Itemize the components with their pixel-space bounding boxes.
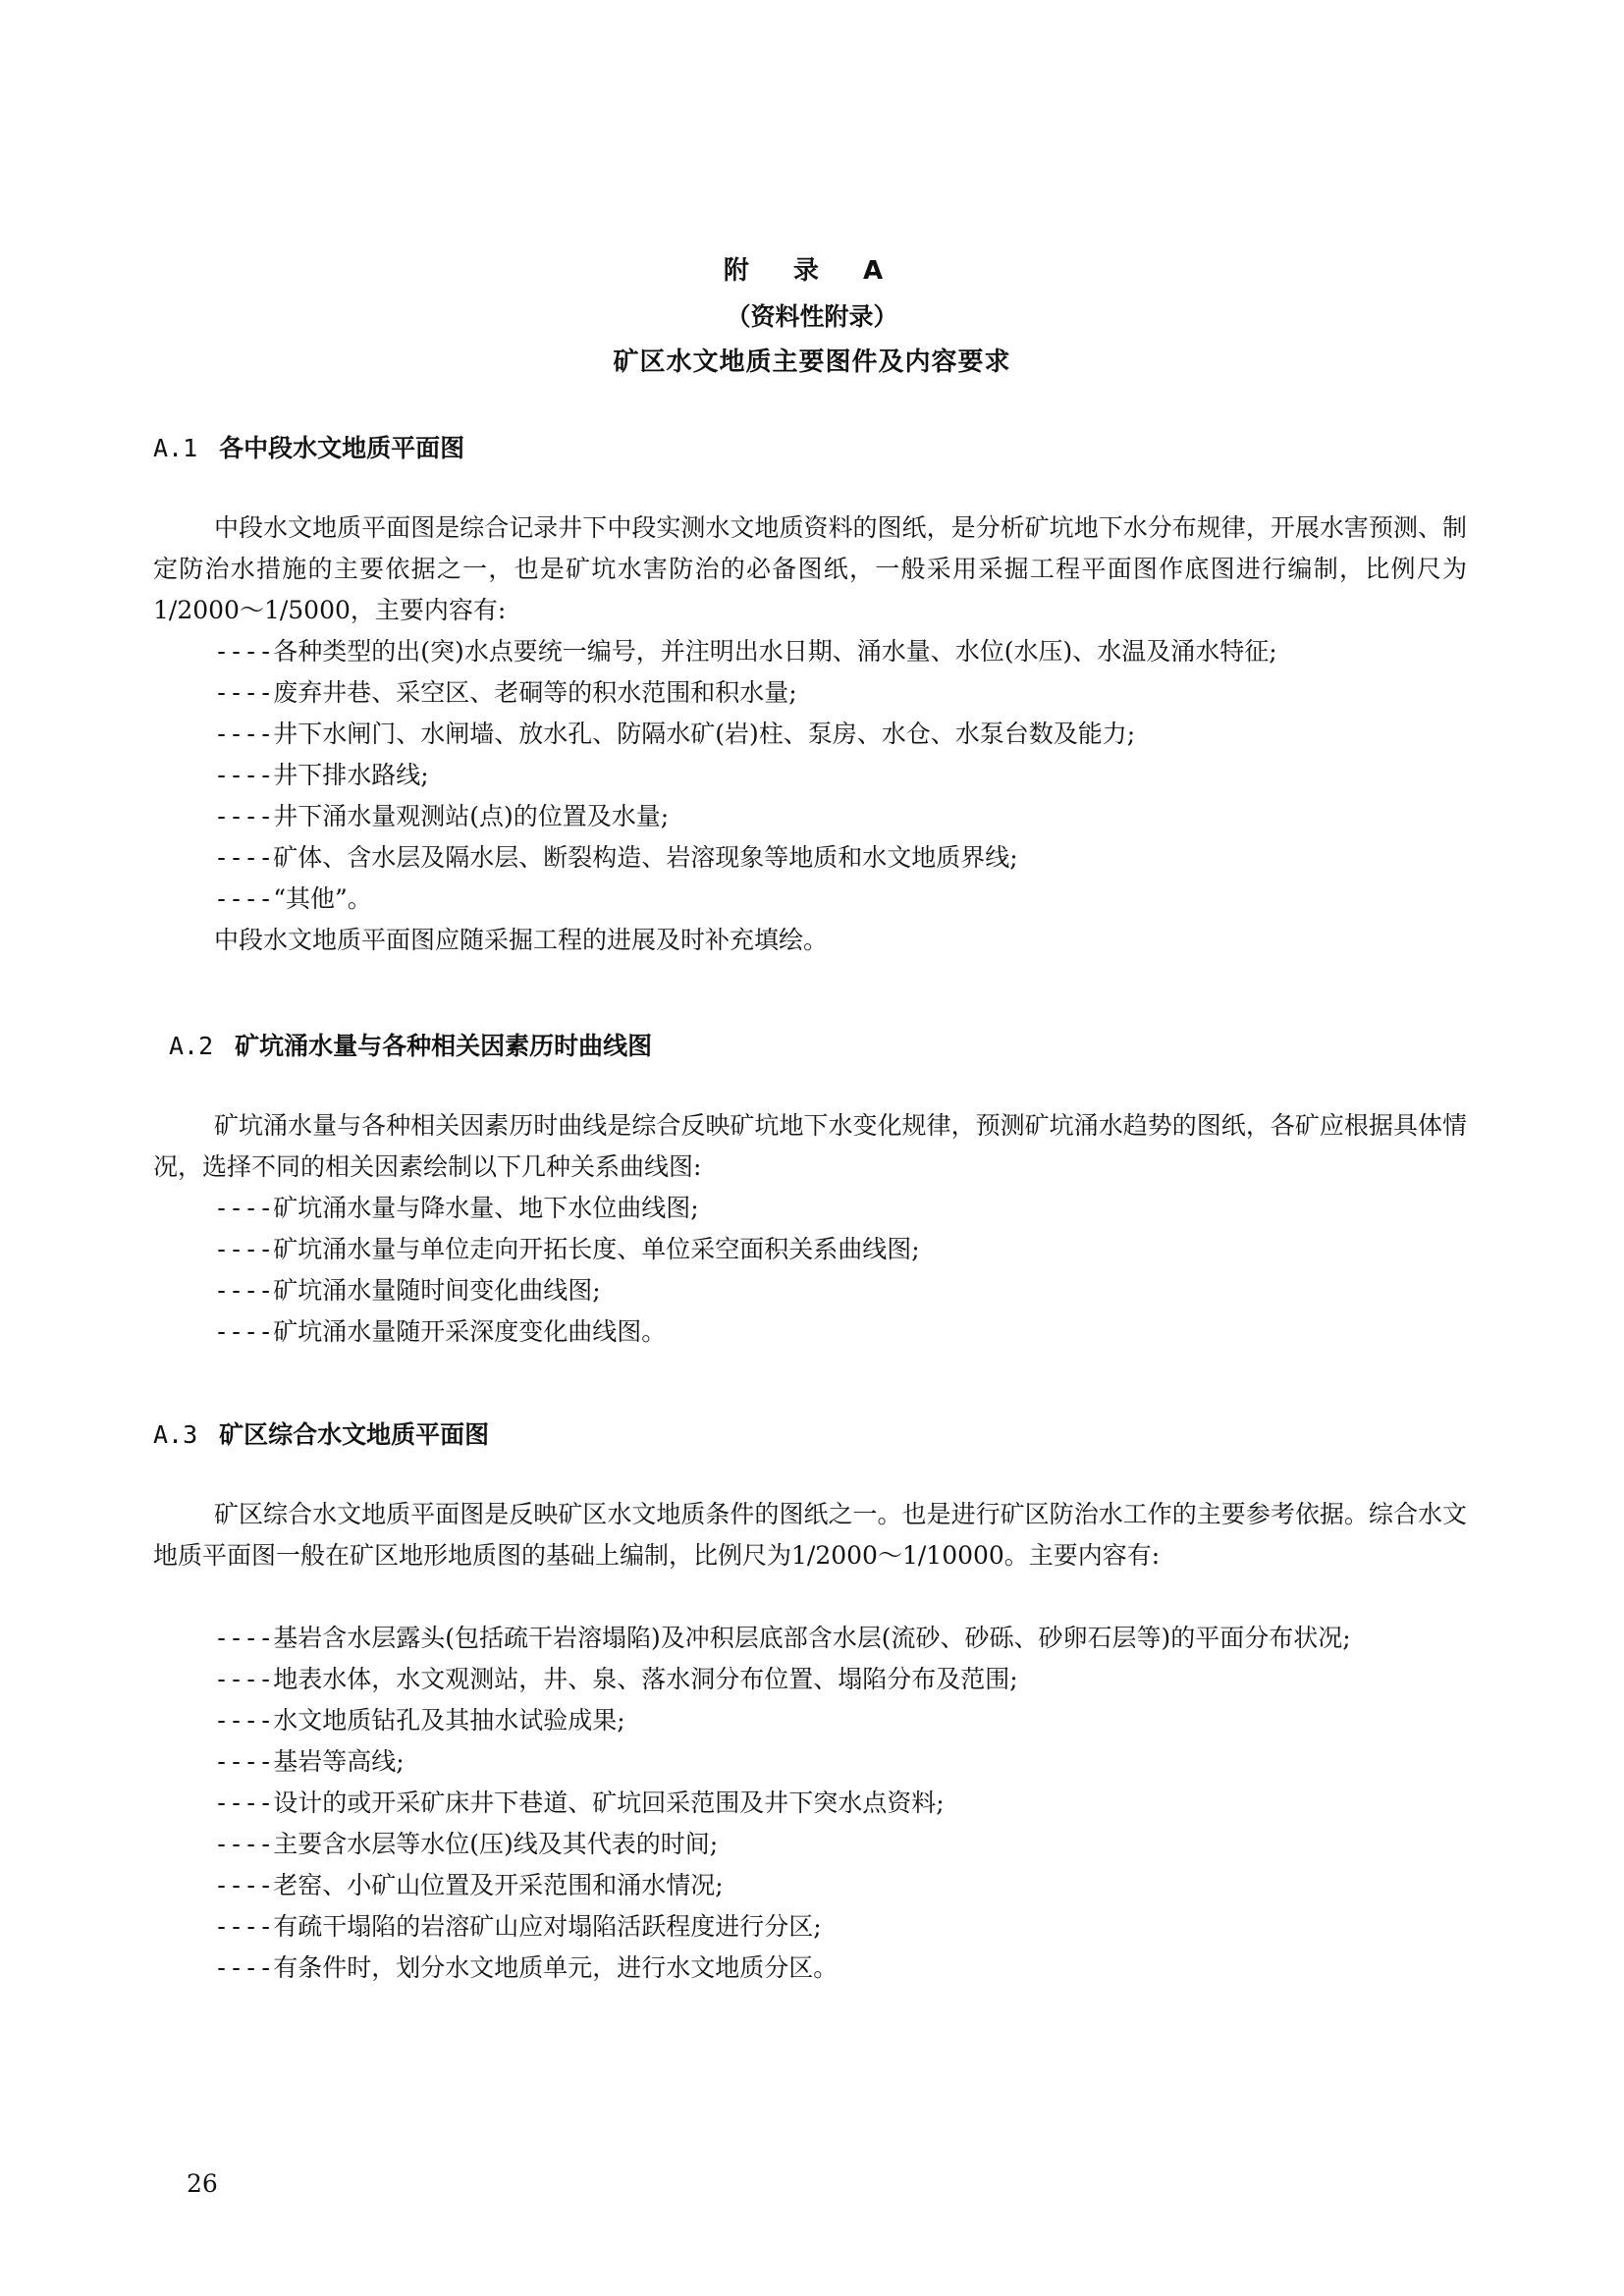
section-title: 矿区综合水文地质平面图: [219, 1420, 490, 1449]
section-a1-closing: 中段水文地质平面图应随采掘工程的进展及时补充填绘。: [214, 926, 829, 954]
section-a2-list: [214, 1188, 1490, 1353]
appendix-title: 附 录 A: [723, 256, 901, 286]
list-dash: ----: [214, 761, 274, 789]
list-item: ----矿坑涌水量随开采深度变化曲线图。: [214, 1317, 667, 1346]
list-item: ----矿坑涌水量随时间变化曲线图;: [214, 1276, 601, 1305]
list-item: ----设计的或开采矿床井下巷道、矿坑回采范围及井下突水点资料;: [214, 1789, 945, 1817]
list-item: ----基岩等高线;: [214, 1747, 405, 1776]
section-title: 矿坑涌水量与各种相关因素历时曲线图: [235, 1032, 653, 1060]
list-dash: ----: [214, 802, 274, 830]
list-dash: ----: [214, 1789, 274, 1817]
list-dash: ----: [214, 1706, 274, 1735]
list-item: ----有条件时，划分水文地质单元，进行水文地质分区。: [214, 1953, 839, 1982]
list-dash: ----: [214, 843, 274, 872]
list-item: ----矿坑涌水量与单位走向开拓长度、单位采空面积关系曲线图;: [214, 1235, 920, 1263]
list-dash: ----: [214, 720, 274, 748]
list-dash: ----: [214, 1624, 274, 1652]
section-a3-list: [214, 1618, 1490, 1989]
list-item: ----主要含水层等水位(压)线及其代表的时间;: [214, 1830, 719, 1858]
list-dash: ----: [214, 637, 274, 666]
section-number: A.3: [153, 1420, 198, 1449]
list-item: ----基岩含水层露头(包括疏干岩溶塌陷)及冲积层底部含水层(流砂、砂砾、砂卵石层等)的平面分布状况;: [214, 1624, 1351, 1652]
page-number: 26: [187, 2169, 218, 2198]
list-item: ----“其他”。: [214, 884, 372, 913]
list-dash: ----: [214, 884, 274, 913]
section-heading-a2: [169, 1027, 652, 1062]
section-number: A.1: [153, 434, 198, 462]
list-dash: ----: [214, 1276, 274, 1305]
list-dash: ----: [214, 1747, 274, 1776]
list-dash: ----: [214, 1830, 274, 1858]
list-dash: ----: [214, 1235, 274, 1263]
list-item: ----有疏干塌陷的岩溶矿山应对塌陷活跃程度进行分区;: [214, 1912, 822, 1941]
list-item: ----井下水闸门、水闸墙、放水孔、防隔水矿(岩)柱、泵房、水仓、水泵台数及能力;: [214, 720, 1136, 748]
list-dash: ----: [214, 1953, 274, 1982]
list-item: ----矿坑涌水量与降水量、地下水位曲线图;: [214, 1194, 699, 1222]
list-item: ----老窑、小矿山位置及开采范围和涌水情况;: [214, 1871, 724, 1899]
section-a2-intro: 矿坑涌水量与各种相关因素历时曲线是综合反映矿坑地下水变化规律，预测矿坑涌水趋势的图纸，各矿应根据具体情况，选择不同的相关因素绘制以下几种关系曲线图:: [153, 1111, 1467, 1181]
section-heading-a1: [153, 429, 464, 464]
list-dash: ----: [214, 1665, 274, 1693]
section-title: 各中段水文地质平面图: [219, 434, 465, 462]
list-dash: ----: [214, 1871, 274, 1899]
list-dash: ----: [214, 678, 274, 707]
list-item: ----矿体、含水层及隔水层、断裂构造、岩溶现象等地质和水文地质界线;: [214, 843, 1018, 872]
list-dash: ----: [214, 1912, 274, 1941]
list-item: ----井下涌水量观测站(点)的位置及水量;: [214, 802, 670, 830]
section-a1-list: [214, 631, 1490, 961]
section-heading-a3: [153, 1415, 489, 1451]
list-item: ----废弃井巷、采空区、老硐等的积水范围和积水量;: [214, 678, 797, 707]
list-item: ----地表水体，水文观测站，井、泉、落水洞分布位置、塌陷分布及范围;: [214, 1665, 1018, 1693]
document-title: 矿区水文地质主要图件及内容要求: [613, 347, 1011, 377]
section-number: A.2: [169, 1032, 214, 1060]
appendix-subtitle: （资料性附录）: [726, 302, 898, 331]
list-dash: ----: [214, 1194, 274, 1222]
list-dash: ----: [214, 1317, 274, 1346]
list-item: ----水文地质钻孔及其抽水试验成果;: [214, 1706, 625, 1735]
list-item: ----井下排水路线;: [214, 761, 429, 789]
list-item: ----各种类型的出(突)水点要统一编号，并注明出水日期、涌水量、水位(水压)、水温及涌水特征;: [214, 637, 1277, 666]
section-a1-intro: 中段水文地质平面图是综合记录井下中段实测水文地质资料的图纸，是分析矿坑地下水分布规律，开展水害预测、制定防治水措施的主要依据之一，也是矿坑水害防治的必备图纸，一般采用采掘工程平面图作底图进行编制，比例尺为1/2000～1/5000，主要内容有:: [153, 513, 1467, 624]
section-a3-intro: 矿区综合水文地质平面图是反映矿区水文地质条件的图纸之一。也是进行矿区防治水工作的主要参考依据。综合水文地质平面图一般在矿区地形地质图的基础上编制，比例尺为1/2000～1/10000。主要内容有:: [153, 1500, 1467, 1570]
